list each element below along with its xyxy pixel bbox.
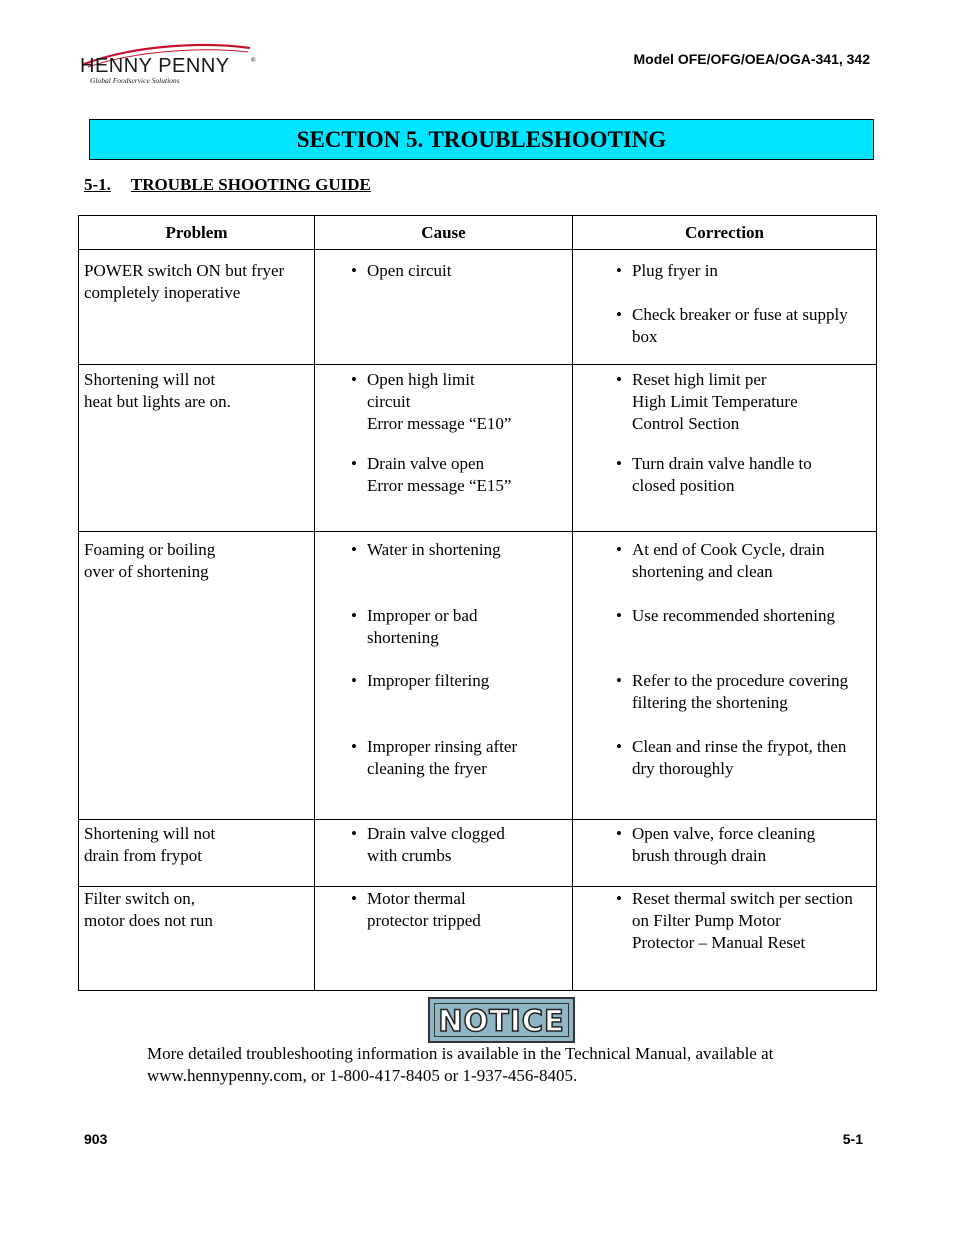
cause-line: shortening — [367, 628, 439, 647]
problem-cell — [79, 820, 315, 887]
list-item — [616, 539, 876, 583]
cause-line: cleaning the fryer — [367, 759, 487, 778]
subsection-heading — [84, 175, 371, 195]
correction-cell — [573, 887, 877, 991]
list-item — [351, 605, 568, 649]
cause-line: • Improper filtering — [367, 671, 490, 690]
svg-text:Global Foodservice Solutions: Global Foodservice Solutions — [90, 76, 180, 85]
correction-line: box — [632, 327, 658, 346]
cause-list — [351, 369, 568, 497]
correction-line: dry thoroughly — [632, 759, 734, 778]
notice-text: More detailed troubleshooting information is available in the Technical Manual, available at www.hennypenny.com, or 1-800-417-8405 or 1-937-456-8405. — [147, 1044, 774, 1085]
table-row — [79, 250, 877, 365]
correction-line: Protector – Manual Reset — [632, 933, 806, 952]
cause-list — [351, 539, 568, 780]
list-item — [351, 539, 568, 561]
troubleshooting-table — [78, 215, 877, 991]
cause-cell — [315, 250, 573, 365]
table-row — [79, 532, 877, 820]
header-problem: Problem — [79, 216, 315, 250]
section-title: SECTION 5. TROUBLESHOOTING — [89, 119, 874, 160]
svg-text:HENNY PENNY: HENNY PENNY — [80, 55, 230, 77]
subsection-title: TROUBLE SHOOTING GUIDE — [130, 175, 371, 194]
cause-line: • Motor thermal — [367, 889, 466, 908]
correction-line: Control Section — [632, 414, 740, 433]
cause-cell — [315, 820, 573, 887]
correction-line: High Limit Temperature — [632, 392, 798, 411]
correction-cell — [573, 250, 877, 365]
footer-doc-number: 903 — [84, 1131, 108, 1147]
correction-line: • At end of Cook Cycle, drain — [632, 540, 825, 559]
list-item — [616, 736, 876, 780]
cause-line: protector tripped — [367, 911, 481, 930]
problem-line: Shortening will not — [84, 370, 216, 389]
notice-label: NOTICE — [434, 1003, 569, 1037]
list-item — [351, 260, 568, 282]
list-item — [351, 736, 568, 780]
cause-line: Error message “E15” — [367, 476, 512, 495]
problem-cell — [79, 250, 315, 365]
cause-line: • Drain valve open — [367, 454, 485, 473]
cause-list — [351, 260, 568, 282]
footer-page-number: 5-1 — [842, 1131, 863, 1147]
correction-list — [616, 888, 876, 954]
correction-cell — [573, 365, 877, 532]
correction-line: • Clean and rinse the frypot, then — [632, 737, 847, 756]
correction-list — [616, 539, 876, 780]
problem-line: drain from frypot — [84, 846, 203, 865]
list-item — [351, 670, 568, 692]
problem-line: Foaming or boiling — [84, 540, 216, 559]
problem-line: Shortening will not — [84, 824, 216, 843]
subsection-number: 5-1. — [84, 175, 111, 194]
correction-line: shortening and clean — [632, 562, 773, 581]
cause-line: • Water in shortening — [367, 540, 501, 559]
correction-line: closed position — [632, 476, 735, 495]
cause-cell — [315, 532, 573, 820]
cause-line: • Drain valve clogged — [367, 824, 505, 843]
cause-list — [351, 823, 568, 867]
list-item — [616, 260, 876, 282]
table-row — [79, 365, 877, 532]
problem-line: heat but lights are on. — [84, 392, 231, 411]
list-item — [351, 823, 568, 867]
table-header-row — [79, 216, 877, 250]
correction-line: • Reset high limit per — [632, 370, 767, 389]
correction-line: filtering the shortening — [632, 693, 788, 712]
correction-line: on Filter Pump Motor — [632, 911, 781, 930]
problem-cell — [79, 887, 315, 991]
model-number: Model OFE/OFG/OEA/OGA-341, 342 — [633, 51, 870, 67]
correction-line: • Use recommended shortening — [632, 606, 835, 625]
correction-cell — [573, 820, 877, 887]
list-item — [351, 888, 568, 932]
correction-line: • Refer to the procedure covering — [632, 671, 849, 690]
header-cause: Cause — [315, 216, 573, 250]
cause-line: circuit — [367, 392, 411, 411]
list-item — [351, 453, 568, 497]
correction-list — [616, 823, 876, 867]
cause-cell — [315, 365, 573, 532]
correction-line: • Reset thermal switch per section — [632, 889, 853, 908]
correction-line: • Open valve, force cleaning — [632, 824, 816, 843]
list-item — [616, 888, 876, 954]
correction-list — [616, 260, 876, 348]
list-item — [616, 823, 876, 867]
problem-line: POWER switch ON but fryer — [84, 261, 285, 280]
problem-line: completely inoperative — [84, 283, 241, 302]
list-item — [616, 369, 876, 435]
problem-line: motor does not run — [84, 911, 213, 930]
cause-cell — [315, 887, 573, 991]
henny-penny-logo — [78, 42, 260, 90]
list-item — [616, 670, 876, 714]
list-item — [616, 453, 876, 497]
problem-cell — [79, 532, 315, 820]
cause-line: with crumbs — [367, 846, 452, 865]
cause-list — [351, 888, 568, 932]
correction-line: • Turn drain valve handle to — [632, 454, 812, 473]
table-row — [79, 887, 877, 991]
cause-line: Error message “E10” — [367, 414, 512, 433]
table-row — [79, 820, 877, 887]
cause-line: • Improper rinsing after — [367, 737, 518, 756]
cause-line: • Improper or bad — [367, 606, 478, 625]
problem-line: Filter switch on, — [84, 889, 195, 908]
svg-text:®: ® — [251, 58, 256, 64]
header-correction: Correction — [573, 216, 877, 250]
notice-badge — [428, 997, 575, 1043]
list-item — [616, 605, 876, 627]
problem-cell — [79, 365, 315, 532]
correction-cell — [573, 532, 877, 820]
list-item — [616, 304, 876, 348]
cause-line: • Open high limit — [367, 370, 475, 389]
correction-line: • Plug fryer in — [632, 261, 718, 280]
correction-list — [616, 369, 876, 497]
correction-line: brush through drain — [632, 846, 767, 865]
list-item — [351, 369, 568, 435]
problem-line: over of shortening — [84, 562, 209, 581]
correction-line: • Check breaker or fuse at supply — [632, 305, 848, 324]
cause-line: • Open circuit — [367, 261, 452, 280]
